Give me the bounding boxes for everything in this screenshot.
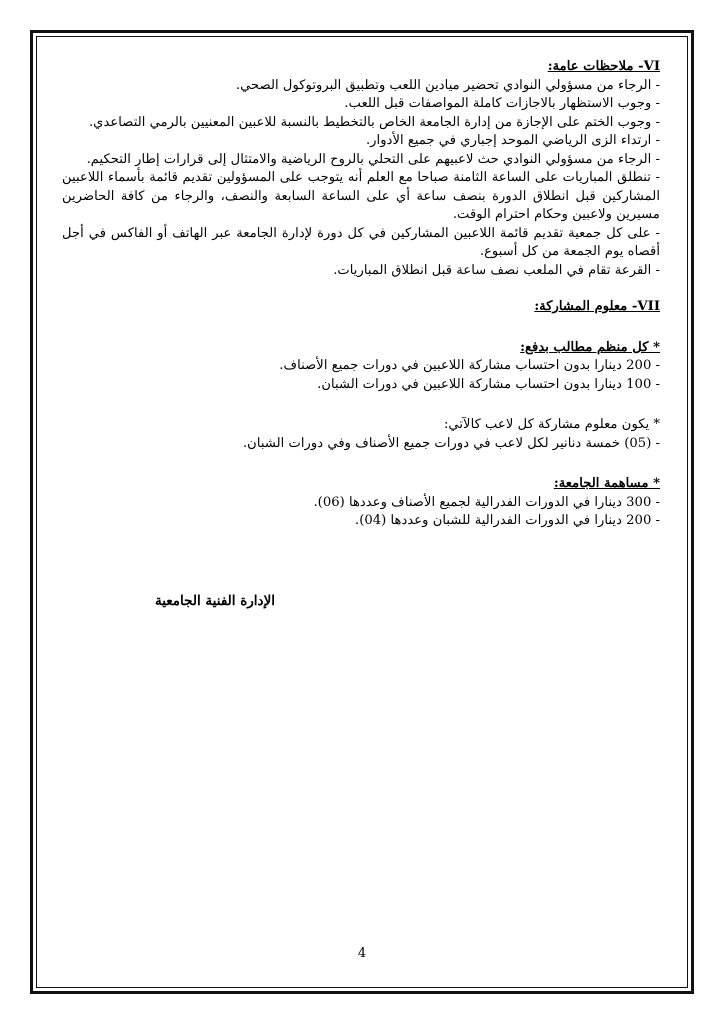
player-fee-heading: * يكون معلوم مشاركة كل لاعب كالآتي: (443, 417, 660, 432)
note-item: - على كل جمعية تقديم قائمة اللاعبين المشاركين في كل دورة لإدارة الجامعة عبر الهاتف أو الفاكس في أجل أقصاه يوم الجمعة من كل أسبوع. (62, 225, 660, 259)
note-item: - تنطلق المباريات على الساعة الثامنة صباحا مع العلم أنه يتوجب على المسؤولين تقديم قائمة بأسماء اللاعبين المشاركين قبل انطلاق الدورة بنصف ساعة أي على الساعة السابعة والنصف، والرجاء من كافة الحاضرين مسيرين ولاعبين وحكام احترام الوقت. (62, 170, 660, 222)
note-item: - الرجاء من مسؤولي النوادي حث لاعبيهم على التحلي بالروح الرياضية والامتثال إلى قرارات إطار التحكيم. (86, 151, 660, 167)
note-item: - القرعة تقام في الملعب نصف ساعة قبل انطلاق المباريات. (333, 262, 660, 278)
federation-contribution-heading: * مساهمة الجامعة: (553, 476, 660, 491)
section-vi-heading: VI- ملاحظات عامة: (547, 59, 660, 74)
organizer-fee-heading: * كل منظم مطالب بدفع: (520, 339, 660, 355)
fee-item: - 200 دينارا بدون احتساب مشاركة اللاعبين في دورات جميع الأصناف. (279, 358, 660, 373)
note-item: - وجوب الختم على الإجازة من إدارة الجامعة الخاص بالتخطيط بالنسبة للاعبين المعنيين بالرمي التصاعدي. (88, 114, 660, 130)
page-number: 4 (357, 946, 367, 961)
contribution-item: - 300 دينارا في الدورات الفدرالية لجميع الأصناف وعددها (06). (313, 494, 660, 510)
signature-block: الإدارة الفنية الجامعية (154, 593, 276, 609)
contribution-item: - 200 دينارا في الدورات الفدرالية للشبان وعددها (04). (355, 513, 660, 528)
section-vii-heading: VII- معلوم المشاركة: (534, 299, 660, 314)
note-item: - الرجاء من مسؤولي النوادي تحضير ميادين اللعب وتطبيق البروتوكول الصحي. (235, 77, 660, 93)
note-item: - ارتداء الزى الرياضي الموحد إجباري في جميع الأدوار. (365, 133, 660, 148)
note-item: - وجوب الاستظهار بالاجازات كاملة المواصفات قبل اللعب. (344, 96, 660, 111)
fee-item: - (05) خمسة دنانير لكل لاعب في دورات جميع الأصناف وفي دورات الشبان. (242, 435, 660, 451)
document-body (62, 58, 660, 531)
fee-item: - 100 دينارا بدون احتساب مشاركة اللاعبين في دورات الشبان. (317, 376, 660, 392)
